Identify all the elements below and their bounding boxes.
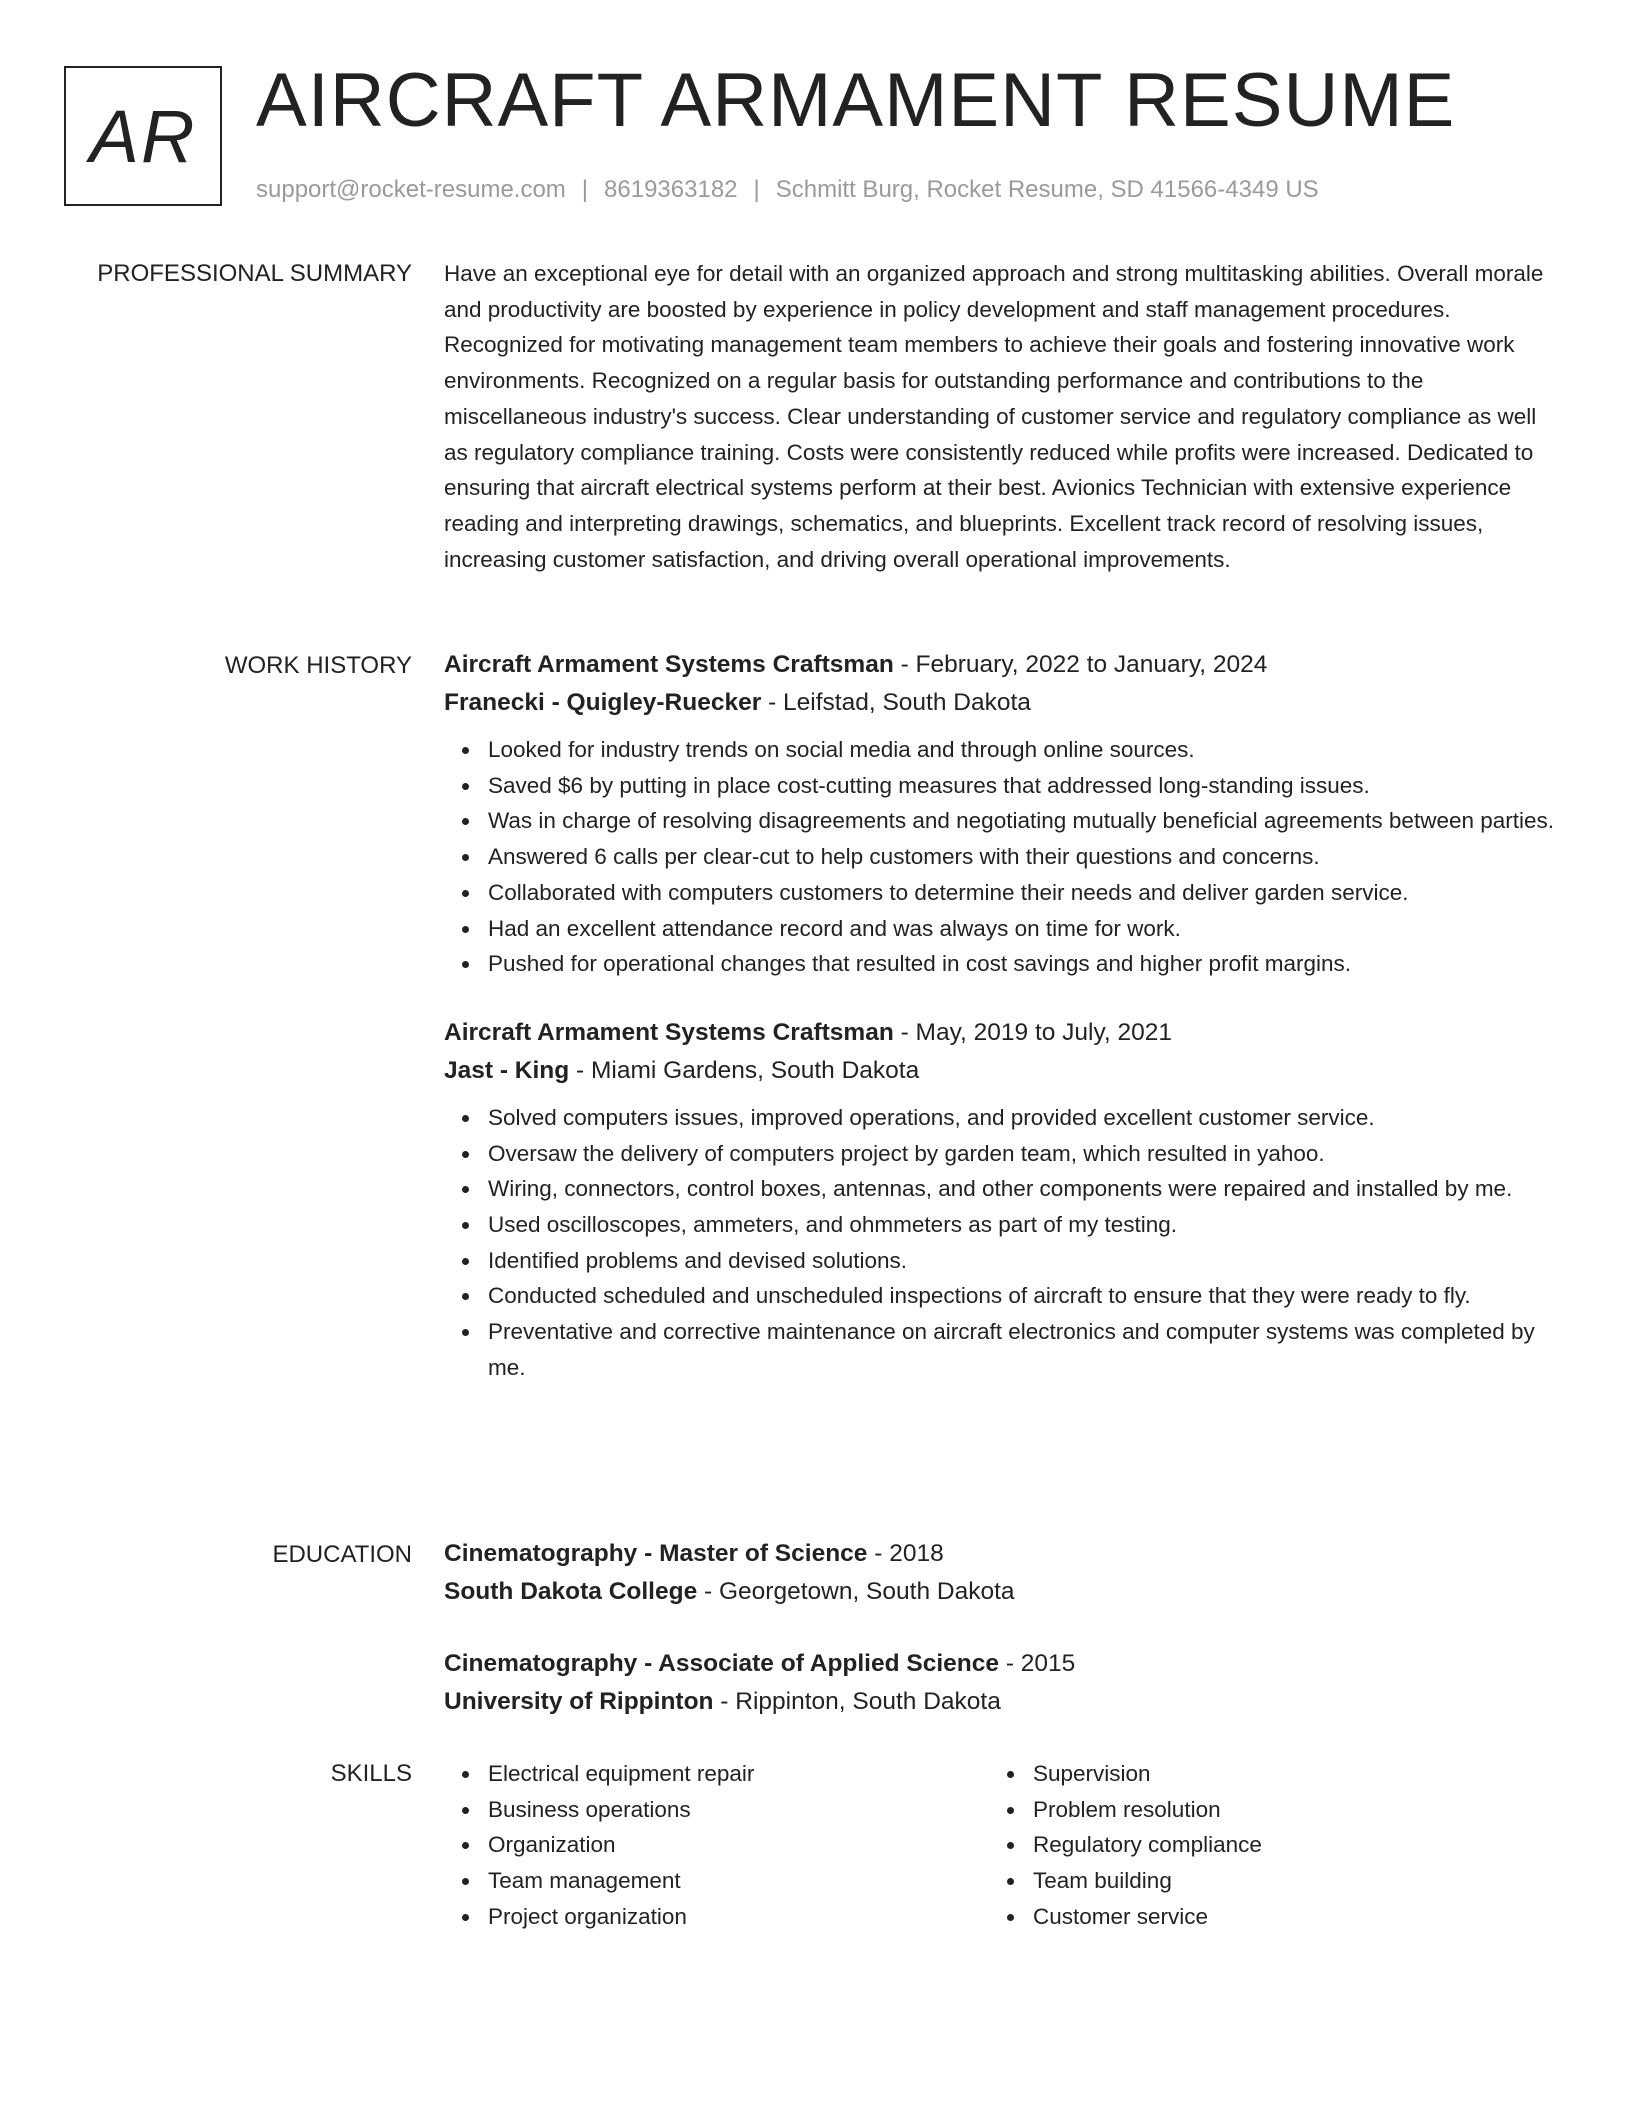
job-bullet: Wiring, connectors, control boxes, antennas, and other components were repaired and installed by me. xyxy=(488,1171,1560,1207)
contact-separator: | xyxy=(753,176,760,203)
section-heading-skills: SKILLS xyxy=(330,1760,412,1787)
education-entry xyxy=(444,1645,1560,1721)
job-entry xyxy=(444,646,1560,982)
job-title: Aircraft Armament Systems Craftsman xyxy=(444,1018,894,1046)
skill-item: Regulatory compliance xyxy=(1033,1827,1534,1863)
job-bullet: Pushed for operational changes that resulted in cost savings and higher profit margins. xyxy=(488,946,1560,982)
skill-item: Project organization xyxy=(488,1899,989,1935)
skill-item: Problem resolution xyxy=(1033,1792,1534,1828)
skill-item: Business operations xyxy=(488,1792,989,1828)
job-entry xyxy=(444,1014,1560,1386)
education-school-line xyxy=(444,1683,1560,1721)
job-bullet: Collaborated with computers customers to determine their needs and deliver garden service. xyxy=(488,875,1560,911)
job-bullet: Answered 6 calls per clear-cut to help customers with their questions and concerns. xyxy=(488,839,1560,875)
education-degree: Cinematography - Associate of Applied Science xyxy=(444,1650,1000,1677)
summary-body xyxy=(444,256,1560,577)
education-degree-line xyxy=(444,1535,1560,1573)
skills-body xyxy=(444,1756,1560,1935)
skills-columns xyxy=(444,1756,1560,1935)
skill-item: Team building xyxy=(1033,1863,1534,1899)
section-heading-education: EDUCATION xyxy=(272,1541,412,1568)
job-bullets xyxy=(444,1100,1560,1386)
contact-phone: 8619363182 xyxy=(604,176,738,203)
job-company: Franecki - Quigley-Ruecker xyxy=(444,689,762,716)
monogram-initials: AR xyxy=(89,94,197,178)
education-location: - Georgetown, South Dakota xyxy=(697,1578,1015,1605)
education-school: University of Rippinton xyxy=(444,1688,714,1715)
education-year: - 2018 xyxy=(867,1540,944,1567)
job-bullet: Conducted scheduled and unscheduled inspections of aircraft to ensure that they were ready to fly. xyxy=(488,1278,1560,1314)
contact-separator: | xyxy=(581,176,589,203)
job-bullet: Oversaw the delivery of computers project by garden team, which resulted in yahoo. xyxy=(488,1136,1560,1172)
education-body xyxy=(444,1535,1560,1721)
skills-list-right xyxy=(989,1756,1534,1935)
job-location: - Miami Gardens, South Dakota xyxy=(569,1056,920,1084)
contact-line xyxy=(256,174,1319,206)
skills-list-left xyxy=(444,1756,989,1935)
section-heading-summary: PROFESSIONAL SUMMARY xyxy=(97,260,412,287)
contact-email: support@rocket-resume.com xyxy=(256,176,566,203)
education-degree-line xyxy=(444,1645,1560,1683)
job-bullet: Looked for industry trends on social media and through online sources. xyxy=(488,732,1560,768)
job-bullet: Used oscilloscopes, ammeters, and ohmmeters as part of my testing. xyxy=(488,1207,1560,1243)
education-year: - 2015 xyxy=(999,1650,1076,1677)
job-bullet: Had an excellent attendance record and was always on time for work. xyxy=(488,911,1560,947)
job-bullet: Identified problems and devised solutions. xyxy=(488,1243,1560,1279)
education-degree: Cinematography - Master of Science xyxy=(444,1540,868,1567)
monogram-box xyxy=(64,66,222,206)
skill-item: Customer service xyxy=(1033,1899,1534,1935)
summary-text: Have an exceptional eye for detail with an organized approach and strong multitasking abilities. Overall morale and productivity are boosted by experience in policy development and staff management procedures. Recognized for motivating management team members to achieve their goals and fostering innovative work environments. Recognized on a regular basis for outstanding performance and contributions to the miscellaneous industry's success. Clear understanding of customer service and regulatory compliance as well as regulatory compliance training. Costs were consistently reduced while profits were increased. Dedicated to ensuring that aircraft electrical systems perform at their best. Avionics Technician with extensive experience reading and interpreting drawings, schematics, and blueprints. Excellent track record of resolving issues, increasing customer satisfaction, and driving overall operational improvements. xyxy=(444,261,1544,572)
resume-title: AIRCRAFT ARMAMENT RESUME xyxy=(256,58,1456,143)
job-bullet: Preventative and corrective maintenance on aircraft electronics and computer systems was completed by me. xyxy=(488,1314,1560,1385)
job-title-line xyxy=(444,646,1560,684)
skill-item: Organization xyxy=(488,1827,989,1863)
skill-item: Electrical equipment repair xyxy=(488,1756,989,1792)
job-company: Jast - King xyxy=(444,1056,570,1084)
job-bullet: Solved computers issues, improved operations, and provided excellent customer service. xyxy=(488,1100,1560,1136)
job-location: - Leifstad, South Dakota xyxy=(761,689,1031,716)
education-location: - Rippinton, South Dakota xyxy=(713,1688,1001,1715)
section-heading-work-history: WORK HISTORY xyxy=(224,652,412,679)
job-bullet: Saved $6 by putting in place cost-cutting measures that addressed long-standing issues. xyxy=(488,768,1560,804)
education-entry xyxy=(444,1535,1560,1611)
job-dates: - February, 2022 to January, 2024 xyxy=(893,651,1268,678)
work-history-body xyxy=(444,646,1560,1386)
education-school-line xyxy=(444,1573,1560,1611)
job-title: Aircraft Armament Systems Craftsman xyxy=(444,651,894,678)
job-dates: - May, 2019 to July, 2021 xyxy=(893,1018,1173,1046)
education-school: South Dakota College xyxy=(444,1578,698,1605)
job-bullets xyxy=(444,732,1560,982)
job-company-line xyxy=(444,1052,1560,1090)
contact-address: Schmitt Burg, Rocket Resume, SD 41566-4349 US xyxy=(775,176,1319,203)
skill-item: Team management xyxy=(488,1863,989,1899)
skill-item: Supervision xyxy=(1033,1756,1534,1792)
job-title-line xyxy=(444,1014,1560,1052)
job-bullet: Was in charge of resolving disagreements and negotiating mutually beneficial agreements between parties. xyxy=(488,803,1560,839)
job-company-line xyxy=(444,684,1560,722)
